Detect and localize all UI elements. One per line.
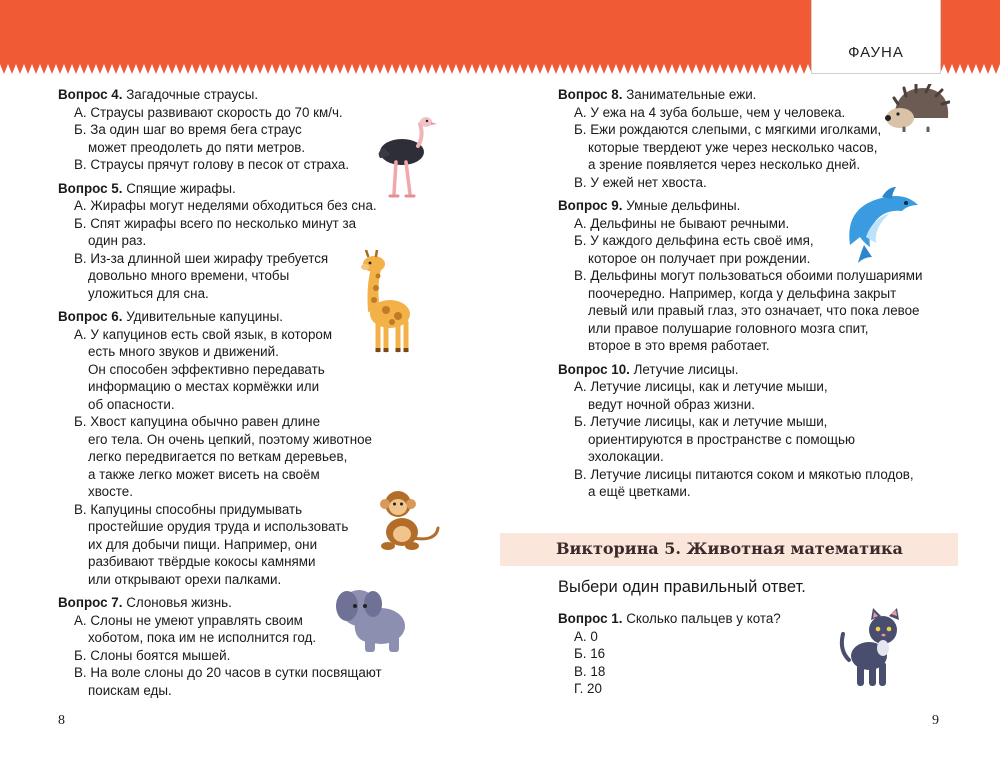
answer-a: А. У ежа на 4 зуба больше, чем у человека. — [574, 104, 846, 120]
question-number: Вопрос 7. — [58, 595, 123, 610]
answer-a: А. Жирафы могут неделями обходиться без сна. — [74, 198, 377, 213]
answer-c: В. Страусы прячут голову в песок от страха. — [74, 157, 350, 172]
quiz-instruction: Выбери один правильный ответ. — [558, 578, 806, 596]
question-title: Удивительные капуцины. — [126, 309, 283, 324]
question-number: Вопрос 9. — [558, 198, 623, 213]
quiz-banner — [500, 533, 958, 566]
cat-illustration — [839, 606, 905, 690]
giraffe-illustration — [356, 250, 418, 354]
answer-c: В. Капуцины способны придумывать простейшие орудия труда и использовать их для добычи пищи. Например, они разбивают твёрдые кокосы камнями или открывают орехи палками. — [74, 501, 349, 587]
question-number: Вопрос 10. — [558, 361, 630, 377]
question-5 — [58, 180, 388, 303]
page-number-left: 8 — [58, 713, 65, 728]
answer-b: Б. Ежи рождаются слепыми, с мягкими иголками, которые твердеют уже через несколько часов, а зрение появляется через несколько дней. — [574, 122, 882, 172]
answer-b: Б. У каждого дельфина есть своё имя, которое он получает при рождении. — [574, 233, 814, 266]
answer-b: Б. Слоны боятся мышей. — [74, 647, 231, 663]
answer-a: А. Летучие лисицы, как и летучие мыши, ведут ночной образ жизни. — [574, 379, 828, 412]
quiz-option-d: Г. 20 — [574, 681, 602, 696]
question-title: Занимательные ежи. — [626, 87, 757, 102]
question-6 — [58, 308, 388, 588]
question-title: Сколько пальцев у кота? — [626, 611, 781, 626]
question-title: Летучие лисицы. — [633, 361, 739, 377]
elephant-illustration — [333, 584, 409, 656]
answer-b: Б. Спят жирафы всего по несколько минут за один раз. — [74, 215, 357, 248]
answer-c: В. Дельфины могут пользоваться обоими полушариями поочередно. Например, когда у дельфина закрыт левый или правый глаз, это означает, что пока левое или правое полушарие головного мозга спит, второе в это время работает. — [574, 268, 923, 353]
answer-c: В. Из-за длинной шеи жирафу требуется довольно много времени, чтобы уложиться для сна. — [74, 250, 329, 301]
quiz-option-c: В. 18 — [574, 663, 606, 679]
question-title: Спящие жирафы. — [126, 180, 236, 196]
monkey-illustration — [376, 488, 442, 552]
page-number-right: 9 — [932, 713, 939, 728]
answer-b: Б. Хвост капуцина обычно равен длине его тела. Он очень цепкий, поэтому животное легко передвигается по веткам деревьев, а также легко может висеть на своём хвосте. — [74, 414, 372, 499]
question-number: Вопрос 4. — [58, 87, 123, 102]
quiz-question-1 — [558, 610, 781, 698]
question-4 — [58, 86, 388, 174]
question-number: Вопрос 6. — [58, 309, 123, 324]
answer-a: А. У капуцинов есть свой язык, в котором есть много звуков и движений. Он способен эффективно передавать информацию о местах кормёжки или об опасности. — [74, 326, 333, 412]
dolphin-illustration — [844, 185, 924, 265]
question-number: Вопрос 1. — [558, 611, 623, 626]
right-page-text — [558, 86, 948, 507]
answer-a: А. Страусы развивают скорость до 70 км/ч. — [74, 104, 343, 120]
question-number: Вопрос 8. — [558, 87, 623, 102]
section-title: ФАУНА — [848, 44, 904, 61]
question-number: Вопрос 5. — [58, 180, 123, 196]
question-10 — [558, 361, 948, 501]
quiz-title: Викторина 5. Животная математика — [556, 539, 903, 558]
section-tab — [811, 0, 941, 74]
answer-a: А. Слоны не умеют управлять своим хоботом, пока им не исполнится год. — [74, 612, 317, 645]
ostrich-illustration — [376, 114, 440, 200]
answer-b: Б. Летучие лисицы, как и летучие мыши, ориентируются в пространстве с помощью эхолокации. — [574, 414, 856, 464]
question-title: Умные дельфины. — [626, 198, 741, 213]
question-title: Слоновья жизнь. — [126, 595, 232, 610]
answer-a: А. Дельфины не бывают речными. — [574, 215, 790, 231]
quiz-option-a: А. 0 — [574, 628, 598, 644]
quiz-option-b: Б. 16 — [574, 646, 606, 661]
answer-b: Б. За один шаг во время бега страус может преодолеть до пяти метров. — [74, 122, 306, 155]
question-title: Загадочные страусы. — [126, 87, 259, 102]
answer-c: В. Летучие лисицы питаются соком и мякотью плодов, а ещё цветками. — [574, 466, 914, 499]
answer-c: В. У ежей нет хвоста. — [574, 174, 707, 190]
answer-c: В. На воле слоны до 20 часов в сутки посвящают поискам еды. — [74, 665, 382, 698]
hedgehog-illustration — [884, 84, 950, 132]
